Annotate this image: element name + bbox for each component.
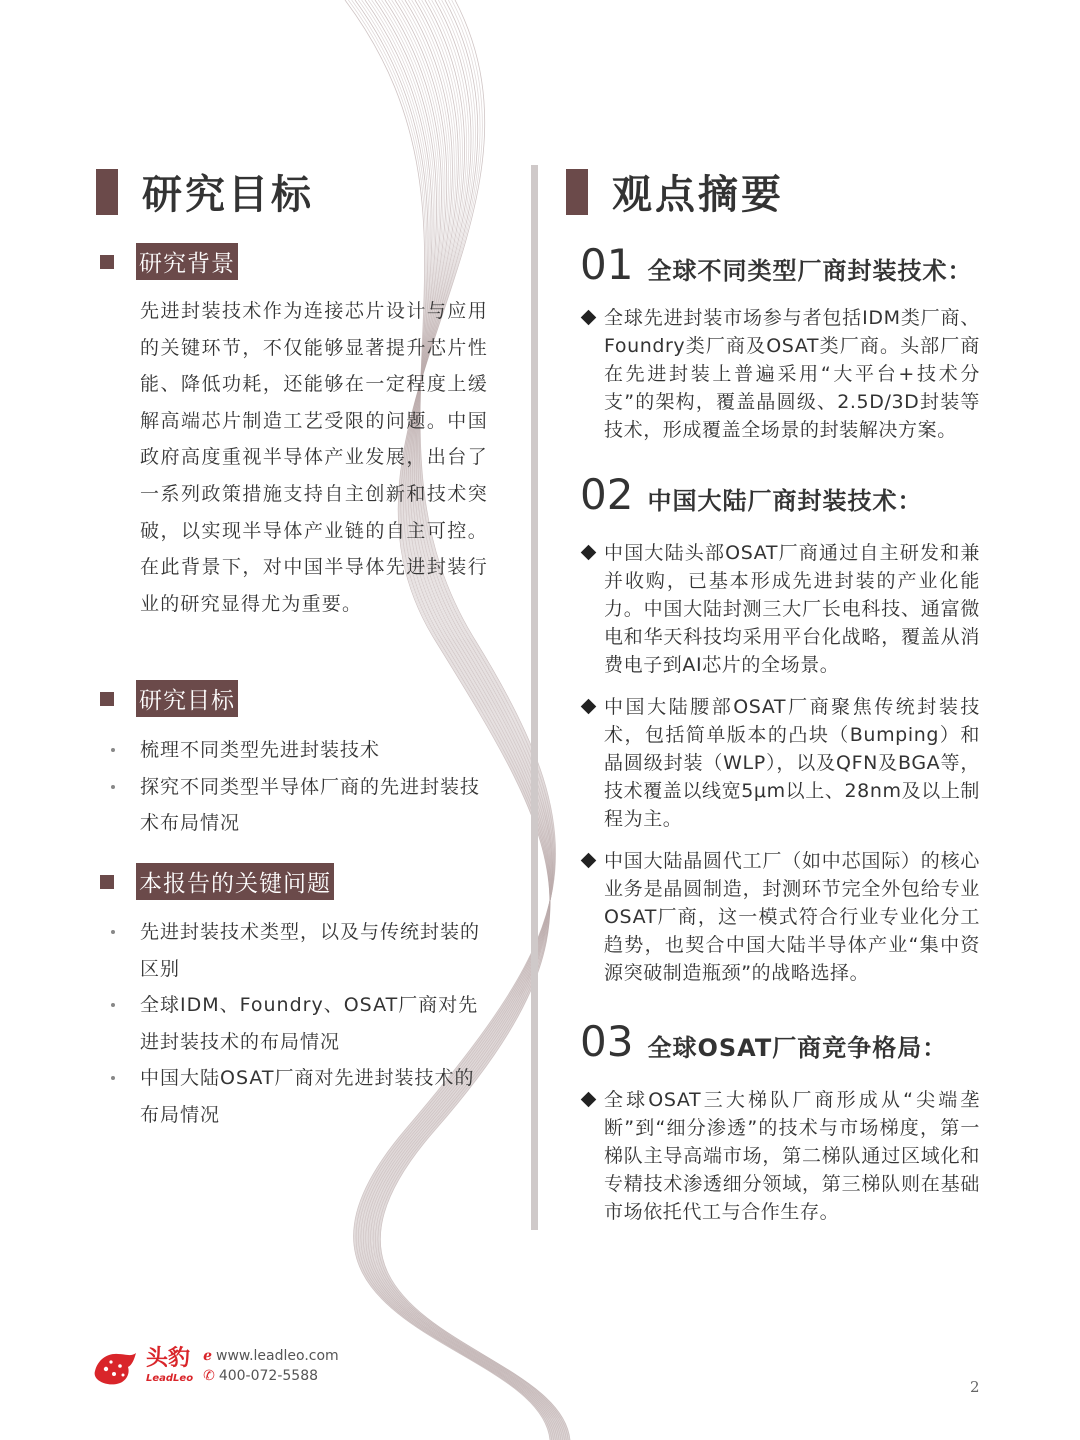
leopard-logo-icon: [92, 1345, 138, 1387]
summary-heading: [566, 163, 784, 220]
dot-bullet-icon: [111, 1076, 115, 1080]
point-03-title: [580, 1017, 947, 1066]
subheading-label: 本报告的关键问题: [136, 863, 334, 900]
research-goals-heading: [96, 163, 314, 220]
web-e-icon: ℯ: [203, 1348, 213, 1364]
dot-bullet-icon: [111, 785, 115, 789]
list-item: 探究不同类型半导体厂商的先进封装技术布局情况: [108, 769, 488, 842]
square-bullet-icon: [100, 692, 114, 706]
square-bullet-icon: [100, 255, 114, 269]
research-background-paragraph: 先进封装技术作为连接芯片设计与应用的关键环节，不仅能够显著提升芯片性能、降低功耗，还能够在一定程度上缓解高端芯片制造工艺受限的问题。中国政府高度重视半导体产业发展，出台了一系列政策措施支持自主创新和技术突破，以实现半导体产业链的自主可控。在此背景下，对中国半导体先进封装行业的研究显得尤为重要。: [140, 300, 488, 615]
website-line: [203, 1346, 339, 1366]
dot-bullet-icon: [111, 1003, 115, 1007]
brand-name-cn: 头豹: [146, 1346, 191, 1371]
list-item: 梳理不同类型先进封装技术: [108, 732, 488, 769]
research-goals-list: [108, 732, 488, 842]
key-questions-list: [108, 914, 488, 1134]
contact-info: [203, 1346, 339, 1386]
list-item: 先进封装技术类型，以及与传统封装的区别: [108, 914, 488, 987]
list-item: 全球IDM、Foundry、OSAT厂商对先进封装技术的布局情况: [108, 987, 488, 1060]
point-title-text: 中国大陆厂商封装技术：: [647, 487, 923, 515]
point-02-bullet-1: 中国大陆头部OSAT厂商通过自主研发和兼并收购，已基本形成先进封装的产业化能力。中国大陆封测三大厂长电科技、通富微电和华天科技均采用平台化战略，覆盖从消费电子到AI芯片的全场景。: [580, 539, 980, 679]
subheading-label: 研究背景: [136, 243, 238, 280]
phone-icon: ✆: [203, 1368, 215, 1384]
website-link[interactable]: www.leadleo.com: [216, 1348, 339, 1364]
heading-text: 研究目标: [142, 172, 314, 218]
point-title-text: 全球OSAT厂商竞争格局：: [647, 1034, 948, 1062]
point-02-title: [580, 470, 922, 519]
point-02-bullet-2: 中国大陆腰部OSAT厂商聚焦传统封装技术，包括简单版本的凸块（Bumping）和晶圆级封装（WLP），以及QFN及BGA等，技术覆盖以线宽5μm以上、28nm及以上制程为主。: [580, 693, 980, 833]
heading-accent-bar: [96, 169, 118, 215]
dot-bullet-icon: [111, 748, 115, 752]
subheading-key-questions: [100, 863, 334, 900]
point-title-text: 全球不同类型厂商封装技术：: [647, 257, 973, 285]
brand-name-en: LeadLeo: [146, 1373, 194, 1384]
phone-line: [203, 1366, 339, 1386]
point-01-title: [580, 240, 972, 289]
square-bullet-icon: [100, 875, 114, 889]
subheading-research-goals: [100, 680, 238, 717]
brand-name-block: [146, 1348, 193, 1384]
point-01-bullet-1: 全球先进封装市场参与者包括IDM类厂商、Foundry类厂商及OSAT类厂商。头部厂商在先进封装上普遍采用“大平台+技术分支”的架构，覆盖晶圆级、2.5D/3D封装等技术，形成覆盖全场景的封装解决方案。: [580, 304, 980, 444]
point-03-bullet-1: 全球OSAT三大梯队厂商形成从“尖端垄断”到“细分渗透”的技术与市场梯度，第一梯队主导高端市场，第二梯队通过区域化和专精技术渗透细分领域，第三梯队则在基础市场依托代工与合作生存。: [580, 1086, 980, 1226]
point-number: 01: [580, 240, 634, 289]
list-item: 中国大陆OSAT厂商对先进封装技术的布局情况: [108, 1060, 488, 1133]
dot-bullet-icon: [111, 930, 115, 934]
point-02-bullet-3: 中国大陆晶圆代工厂（如中芯国际）的核心业务是晶圆制造，封测环节完全外包给专业OSAT厂商，这一模式符合行业专业化分工趋势，也契合中国大陆半导体产业“集中资源突破制造瓶颈”的战略选择。: [580, 847, 980, 987]
heading-text: 观点摘要: [612, 172, 784, 218]
subheading-research-background: [100, 243, 238, 280]
page-number: 2: [970, 1378, 980, 1396]
heading-accent-bar: [566, 169, 588, 215]
footer-brand: [92, 1345, 339, 1387]
point-number: 02: [580, 470, 634, 519]
subheading-label: 研究目标: [136, 680, 238, 717]
phone-number: 400-072-5588: [218, 1368, 319, 1384]
column-divider: [531, 165, 538, 1230]
point-number: 03: [580, 1017, 634, 1066]
